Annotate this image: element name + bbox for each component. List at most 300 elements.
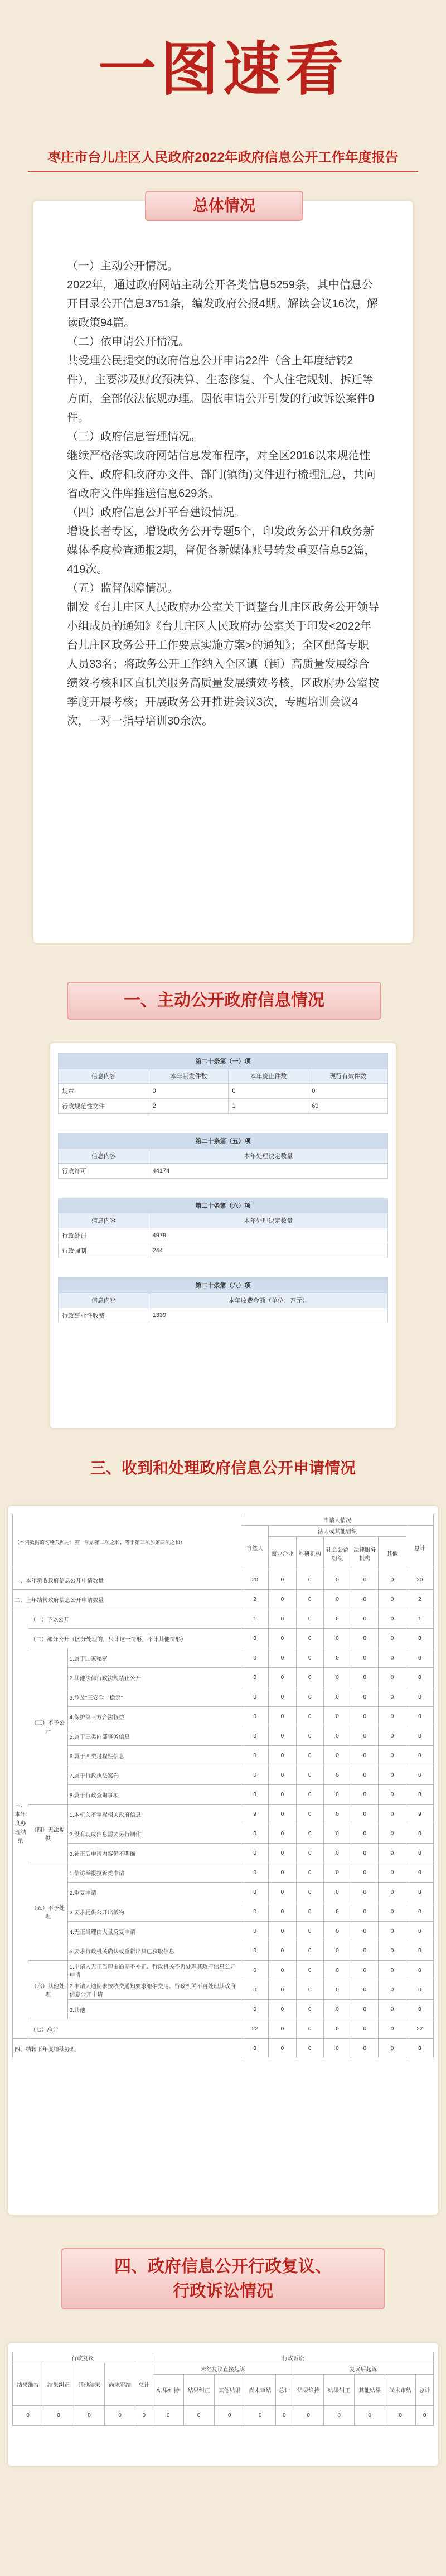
cell-value: 0 [323,1746,351,1765]
cell-value: 0 [351,1570,379,1590]
table-row [13,1687,434,1707]
cell-value: 0 [406,1883,433,1902]
cell-value: 0 [379,1961,406,1980]
cell-value: 0 [379,1648,406,1668]
cell-value: 0 [379,1687,406,1707]
cell-value: 0 [385,2406,416,2426]
col-abolished: 本年废止件数 [229,1069,308,1084]
cell-value: 0 [296,2000,323,2019]
summary-card [33,197,413,943]
cell-value: 0 [379,1629,406,1648]
art20-1-header: 第二十条第（一）项 [59,1054,388,1069]
cell-value: 0 [351,1980,379,2000]
cell-value: 1 [241,1609,269,1629]
table-note: （本列数据的勾稽关系为：第一项加第二项之和，等于第三项加第四项之和） [13,1514,241,1570]
section4-heading-line1: 四、政府信息公开行政复议、 [114,2257,332,2276]
table-row: 行政许可 44174 [59,1164,388,1179]
cell-value: 0 [153,2406,183,2426]
col-type: 信息内容 [59,1069,149,1084]
cell-value: 0 [296,1746,323,1765]
row-label: 4.保护第三方合法权益 [67,1707,241,1726]
table-row: 行政强制 244 [59,1243,388,1258]
cell-value: 0 [241,2039,269,2058]
total-header: 总计 [406,1526,433,1570]
direct-lawsuit-header: 未经复议直接起诉 [153,2363,293,2375]
cell-value: 0 [241,1844,269,1863]
cell-value: 0 [296,1609,323,1629]
cell-value: 0 [351,1844,379,1863]
cell-value: 9 [241,1805,269,1824]
cell-value: 0 [323,1805,351,1824]
cell-value: 0 [269,1629,296,1648]
cell-value: 0 [323,1629,351,1648]
cell-value: 0 [269,1961,296,1980]
table-row [13,1941,434,1961]
cell-value: 0 [269,1590,296,1609]
cell-value: 0 [351,1609,379,1629]
cell-value: 0 [351,1668,379,1687]
cell-value: 0 [296,1824,323,1844]
cell-value: 0 [379,2019,406,2039]
cell-value: 0 [406,1824,433,1844]
cell-value: 22 [406,2019,433,2039]
cell-value: 0 [351,1707,379,1726]
cell-value: 0 [296,1883,323,1902]
cell-value: 0 [241,1883,269,1902]
row-label: 3.危及"三安全一稳定" [67,1687,241,1707]
application-table: （本列数据的勾稽关系为：第一项加第二项之和，等于第三项加第四项之和） 申请人情况 自然人 法人或其他组织 总计 商业企业 科研机构 社会公益组织 法律服务机构 其他 一、本年新收政府信息公开申请数量 20 0 0 0 0 0 20 二、上年结转政府信息公开申请数量 2 0 0 0 0 0 2 三、本年度办理结果 （一）予以公开 1 0 0 0 0 0 1 （二）部分公开（区分处理的，只计这一情形，不计其他情形） 0 0 0 0 0 0 0 （三）不予公开 1.属于国家秘密 0 0 0 0 0 0 0 2.其他法律行政法规禁止公开 0 0 0 0 0 0 0 3.危及"三安全一稳定" 0 0 0 0 0 0 0 4.保护第三方合法权益 0 0 0 0 0 0 0 5.属于三类内部事务信息 0 0 0 0 0 0 0 6.属于四类过程性信息 0 0 0 0 0 0 0 7.属于行政执法案卷 0 0 0 0 0 0 0 8.属于行政查询事项 0 0 0 0 0 0 0 （四）无法提供 1.本机关不掌握相关政府信息 9 0 0 0 0 0 9 2.没有现成信息需要另行制作 0 0 0 0 0 0 0 3.补正后申请内容仍不明确 0 0 0 0 0 0 0 （五）不予处理 1.信访举报投诉类申请 0 0 0 0 0 0 0 2.重复申请 0 0 0 0 0 0 0 3.要求提供公开出版物 0 0 0 0 0 0 0 4.无正当理由大量反复申请 0 0 0 0 0 0 0 5.要求行政机关确认或重新出具已获取信息 0 0 0 0 0 0 0 （六）其他处理 1.申请人无正当理由逾期不补正、行政机关不再处理其政府信息公开申请 0 0 0 0 0 0 0 2.申请人逾期未按收费通知要求缴纳费用、行政机关不再处理其政府信息公开申请 0 0 0 0 0 0 0 3.其他 0 0 0 0 0 0 0 （七）总计 22 0 0 0 0 0 22 四、结转下年度继续办理 0 0 0 0 0 0 0 [12,1514,434,2058]
cell-value: 0 [241,1922,269,1941]
cell-value: 0 [406,1941,433,1961]
cell-value: 0 [269,1785,296,1805]
table-row [13,1746,434,1765]
col-count-6: 本年处理决定数量 [149,1213,387,1228]
cell-value: 0 [275,2406,293,2426]
cell-value: 0 [296,1805,323,1824]
cell-value: 0 [351,1629,379,1648]
summary-heading-text: 总体情况 [192,197,255,214]
cell-value: 0 [323,1785,351,1805]
table-row: 规章 0 0 0 [59,1084,388,1099]
cell-value: 0 [351,1805,379,1824]
cell-value: 0 [241,1668,269,1687]
cell-value: 0 [296,1961,323,1980]
cell-value: 0 [406,1668,433,1687]
cell-value: 0 [296,1570,323,1590]
cell-value: 2 [241,1590,269,1609]
cell-value: 0 [296,1922,323,1941]
cell-value: 0 [406,1726,433,1746]
cell-value: 0 [296,1785,323,1805]
applicant-header: 申请人情况 [241,1514,434,1526]
cell-value: 0 [406,1863,433,1883]
row-label: 5.属于三类内部事务信息 [67,1726,241,1746]
section1-table-card [50,1043,396,1428]
table-row [13,1883,434,1902]
cell-value: 0 [296,1902,323,1922]
summary-para: 继续严格落实政府网站信息发布程序，对全区2016以来规范性文件、政府和政府办文件、部门(镇街)文件进行梳理汇总，共向省政府文件库推送信息629条。 [67,450,376,500]
cell-value: 0 [323,1824,351,1844]
cell-value: 0 [269,2039,296,2058]
cell-value: 0 [241,1765,269,1785]
table-row [13,1844,434,1863]
cell-value: 0 [323,2000,351,2019]
legal-header: 法人或其他组织 [269,1526,406,1537]
cell-value: 0 [323,1961,351,1980]
cell-value: 0 [323,2019,351,2039]
summary-para: （一）主动公开情况。 [67,260,178,272]
cell-value: 0 [379,1570,406,1590]
natural-person-header: 自然人 [241,1526,269,1570]
application-table-body [13,1570,434,2058]
row-label: 2.申请人逾期未按收费通知要求缴纳费用、行政机关不再处理其政府信息公开申请 [67,1980,241,2000]
cell-value: 0 [135,2406,153,2426]
cell-value: 0 [379,1902,406,1922]
summary-body [67,257,379,731]
active-disclosure-table [58,1053,388,1323]
section1-heading [67,982,381,1020]
cell-value: 0 [406,1961,433,1980]
cell-value: 0 [269,1902,296,1922]
col-count-5: 本年处理决定数量 [149,1149,387,1164]
cell-value: 0 [269,1609,296,1629]
cell-value: 0 [296,1863,323,1883]
row-label: 3.要求提供公开出版物 [67,1902,241,1922]
cell-value: 0 [241,1629,269,1648]
cell-value: 0 [241,1863,269,1883]
cell-value: 0 [269,1707,296,1726]
summary-heading [145,191,303,221]
cell-value: 0 [296,2019,323,2039]
cell-value: 0 [269,1941,296,1961]
row-label: （七）总计 [28,2019,241,2039]
cell-value: 0 [13,2406,43,2426]
cell-value: 0 [406,1785,433,1805]
cell-value: 0 [241,1785,269,1805]
cell-value: 0 [379,1941,406,1961]
cell-value: 0 [406,1922,433,1941]
cell-value: 0 [406,2039,433,2058]
row-label: 8.属于行政查询事项 [67,1785,241,1805]
col-type-5: 信息内容 [59,1149,149,1164]
cell-value: 0 [351,2019,379,2039]
cell-value: 0 [269,1648,296,1668]
cell-value: 0 [296,1687,323,1707]
cell-value: 0 [241,1726,269,1746]
cell-value: 0 [351,1883,379,1902]
table-row [13,1922,434,1941]
cell-value: 20 [406,1570,433,1590]
cell-value: 0 [406,1746,433,1765]
cell-value: 0 [351,1785,379,1805]
table-row [13,1570,434,1590]
row-label: 2.没有现成信息需要另行制作 [67,1824,241,1844]
row-label: 1.信访举报投诉类申请 [67,1863,241,1883]
cell-value: 2 [406,1590,433,1609]
cell-value: 0 [296,1765,323,1785]
cell-value: 0 [296,1980,323,2000]
hero-subtitle: 枣庄市台儿庄区人民政府2022年政府信息公开工作年度报告 [47,150,399,165]
row-label: 四、结转下年度继续办理 [13,2039,241,2058]
cell-value: 0 [269,1980,296,2000]
cell-value: 0 [351,1590,379,1609]
section4-table-card [8,2343,438,2466]
cell-value: 0 [245,2406,275,2426]
table-row [13,2039,434,2058]
cell-value: 0 [406,1687,433,1707]
cell-value: 0 [241,1746,269,1765]
summary-para: 制发《台儿庄区人民政府办公室关于调整台儿庄区政务公开领导小组成员的通知》《台儿庄区人民政府办公室关于印发<2022年台儿庄区政务公开工作要点实施方案>的通知》；全区配备专职人员33名；将政务公开工作纳入全区镇（街）高质量发展综合绩效考核和区直机关服务高质量发展绩效考核，区政府办公室按季度开展考核；开展政务公开推进会议3次，专题培训会议4次，一对一指导培训30余次。 [67,601,379,727]
cell-value: 0 [296,1726,323,1746]
hero-divider [28,171,418,172]
section3-heading: 三、收到和处理政府信息公开申请情况 [90,1459,356,1477]
art20-5-header: 第二十条第（五）项 [59,1133,388,1149]
cell-value: 0 [269,1922,296,1941]
cell-value: 0 [351,1726,379,1746]
summary-para: （四）政府信息公开平台建设情况。 [67,506,245,519]
cell-value: 0 [379,1746,406,1765]
cell-value: 0 [323,1941,351,1961]
cell-value: 0 [269,1805,296,1824]
cell-value: 0 [379,1590,406,1609]
cell-value: 0 [379,1765,406,1785]
cell-value: 0 [323,1648,351,1668]
row-label: 3.其他 [67,2000,241,2019]
cell-value: 0 [379,1824,406,1844]
cell-value: 0 [323,1609,351,1629]
table-row [13,1805,434,1824]
table-row [13,1707,434,1726]
cell-value: 0 [323,1765,351,1785]
cell-value: 0 [406,1707,433,1726]
cell-value: 0 [323,1863,351,1883]
cell-value: 0 [296,1629,323,1648]
cell-value: 0 [241,1961,269,1980]
cell-value: 0 [323,1980,351,2000]
review-lawsuit-table: 行政复议 行政诉讼 结果维持 结果纠正 其他结果 尚未审结 总计 未经复议直接起诉 复议后起诉 结果维持 结果纠正 其他结果 尚未审结 总计 结果维持 结果纠正 其他结果 尚未审结 总计 0 0 0 0 0 0 0 0 0 0 0 0 0 0 0 [12,2352,434,2426]
cell-value: 0 [269,1570,296,1590]
summary-para: （五）监督保障情况。 [67,582,178,595]
cell-value: 0 [269,1824,296,1844]
cell-value: 0 [351,2039,379,2058]
table-row [13,1863,434,1883]
cell-value: 0 [406,2000,433,2019]
summary-para: （二）依申请公开情况。 [67,336,190,348]
cell-value: 0 [241,1648,269,1668]
cell-value: 0 [379,1980,406,2000]
col-valid: 现行有效件数 [308,1069,388,1084]
cell-value: 0 [351,1922,379,1941]
row-label: 5.要求行政机关确认或重新出具已获取信息 [67,1941,241,1961]
cell-value: 0 [296,1668,323,1687]
cell-value: 0 [323,1687,351,1707]
row-label: （二）部分公开（区分处理的，只计这一情形，不计其他情形） [28,1629,241,1648]
cell-value: 0 [379,1707,406,1726]
table-row [13,1765,434,1785]
cell-value: 0 [241,1941,269,1961]
cell-value: 0 [269,1726,296,1746]
cell-value: 0 [296,1707,323,1726]
cell-value: 0 [351,1824,379,1844]
table-row [13,1961,434,1980]
cell-value: 0 [324,2406,355,2426]
cell-value: 0 [296,1941,323,1961]
table-row: 行政处罚 4979 [59,1228,388,1243]
cell-value: 0 [269,1746,296,1765]
summary-para: 共受理公民提交的政府信息公开申请22件（含上年度结转2件），主要涉及财政预决算、生态修复、个人住宅规划、拆迁等方面，全部依法依规办理。因依申请公开引发的行政诉讼案件0件。 [67,355,375,424]
cell-value: 0 [241,1824,269,1844]
hero-title: 一图速看 [98,35,348,103]
row-label: 3.补正后申请内容仍不明确 [67,1844,241,1863]
cell-value: 0 [241,1980,269,2000]
summary-para: （三）政府信息管理情况。 [67,431,201,443]
row-label: 4.无正当理由大量反复申请 [67,1922,241,1941]
table-row: 行政规范性文件 2 1 69 [59,1099,388,1114]
cell-value: 1 [406,1609,433,1629]
cell-value: 0 [241,2000,269,2019]
cell-value: 9 [406,1805,433,1824]
cell-value: 0 [351,1941,379,1961]
row-label: 1.本机关不掌握相关政府信息 [67,1805,241,1824]
table-row [13,1824,434,1844]
cell-value: 0 [269,2000,296,2019]
col-type-8: 信息内容 [59,1293,149,1308]
col-type-6: 信息内容 [59,1213,149,1228]
cell-value: 0 [323,1883,351,1902]
cell-value: 0 [379,1668,406,1687]
cell-value: 0 [269,2019,296,2039]
cell-value: 0 [74,2406,105,2426]
cell-value: 0 [296,1648,323,1668]
cell-value: 0 [351,1863,379,1883]
cell-value: 0 [379,1726,406,1746]
summary-para: 2022年，通过政府网站主动公开各类信息5259条，其中信息公开目录公开信息3751条，编发政府公报4期。解读会议16次，解读政策94篇。 [67,279,378,329]
table-row: 行政事业性收费 1339 [59,1308,388,1323]
cell-value: 0 [269,1668,296,1687]
cell-value: 0 [323,1922,351,1941]
cell-value: 0 [241,1707,269,1726]
section3-table-card [8,1506,438,2215]
cell-value: 0 [379,1785,406,1805]
cell-value: 0 [323,1570,351,1590]
cell-value: 0 [269,1844,296,1863]
cell-value: 0 [379,1609,406,1629]
cell-value: 0 [269,1765,296,1785]
table-row [13,2000,434,2019]
cell-value: 0 [323,1902,351,1922]
group-noprocess: （五）不予处理 [28,1863,67,1961]
cell-value: 0 [406,1844,433,1863]
row-label: 1.申请人无正当理由逾期不补正、行政机关不再处理其政府信息公开申请 [67,1961,241,1980]
cell-value: 0 [406,1629,433,1648]
cell-value: 0 [323,1844,351,1863]
cell-value: 0 [296,1844,323,1863]
row-label: 1.属于国家秘密 [67,1648,241,1668]
cell-value: 0 [351,1902,379,1922]
row-label: 2.重复申请 [67,1883,241,1902]
cell-value: 0 [406,1980,433,2000]
table-row [13,1980,434,2000]
cell-value: 0 [351,1746,379,1765]
art20-6-header: 第二十条第（六）项 [59,1198,388,1213]
cell-value: 0 [351,1765,379,1785]
cell-value: 0 [241,1687,269,1707]
cell-value: 0 [379,1863,406,1883]
cell-value: 0 [379,1883,406,1902]
cell-value: 0 [214,2406,245,2426]
cell-value: 0 [269,1883,296,1902]
cell-value: 0 [351,1687,379,1707]
group-other: （六）其他处理 [28,1961,67,2019]
table-row [13,1668,434,1687]
cell-value: 0 [269,1687,296,1707]
cell-value: 0 [296,1590,323,1609]
cell-value: 0 [379,2000,406,2019]
table-row [13,2019,434,2039]
cell-value: 0 [406,1902,433,1922]
cell-value: 0 [323,1590,351,1609]
table-row [13,1590,434,1609]
cell-value: 0 [323,1668,351,1687]
cell-value: 0 [241,1902,269,1922]
group-refuse: （三）不予公开 [28,1648,67,1805]
cell-value: 0 [296,2039,323,2058]
after-review-header: 复议后起诉 [293,2363,434,2375]
section4-heading-line2: 行政诉讼情况 [173,2282,273,2300]
col-new: 本年制发件数 [149,1069,229,1084]
table-row [13,1902,434,1922]
art20-8-header: 第二十条第（八）项 [59,1278,388,1293]
cell-value: 0 [379,1805,406,1824]
cell-value: 0 [355,2406,385,2426]
summary-para: 增设长者专区，增设政务公开专题5个，印发政务公开和政务新媒体季度检查通报2期，督促各新媒体账号转发重要信息52篇，419次。 [67,525,376,576]
row-label: 2.其他法律行政法规禁止公开 [67,1668,241,1687]
cell-value: 0 [351,2000,379,2019]
cell-value: 0 [379,1922,406,1941]
cell-value: 0 [43,2406,74,2426]
group-unable: （四）无法提供 [28,1805,67,1863]
table-row [13,1629,434,1648]
cell-value: 0 [406,1765,433,1785]
cell-value: 20 [241,1570,269,1590]
col-fee: 本年收费金额（单位：万元） [149,1293,387,1308]
cell-value: 0 [406,1648,433,1668]
table-row [13,1726,434,1746]
table-row [13,1785,434,1805]
cell-value: 0 [183,2406,214,2426]
table-row [13,2406,434,2426]
table-row [13,1648,434,1668]
section4-heading [61,2248,385,2309]
table-row [13,1609,434,1629]
cell-value: 0 [351,1648,379,1668]
cell-value: 0 [105,2406,135,2426]
group-third: 三、本年度办理结果 [13,1609,28,2039]
cell-value: 0 [379,1844,406,1863]
cell-value: 0 [323,2039,351,2058]
row-label: 6.属于四类过程性信息 [67,1746,241,1765]
cell-value: 0 [323,1707,351,1726]
cell-value: 0 [379,2039,406,2058]
cell-value: 22 [241,2019,269,2039]
row-label: （一）予以公开 [28,1609,241,1629]
section1-heading-text: 一、主动公开政府信息情况 [124,991,324,1010]
cell-value: 0 [351,1961,379,1980]
cell-value: 0 [269,1863,296,1883]
cell-value: 0 [323,1726,351,1746]
row-label: 7.属于行政执法案卷 [67,1765,241,1785]
review-header: 行政复议 [13,2352,153,2363]
